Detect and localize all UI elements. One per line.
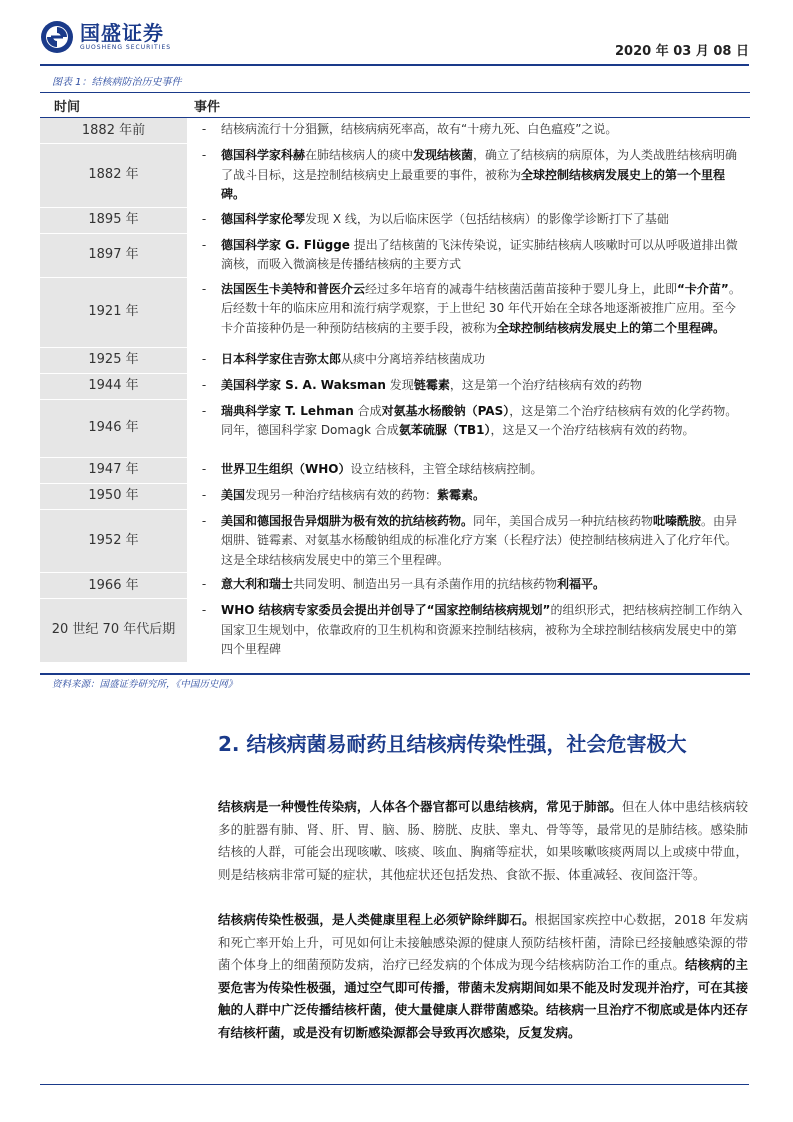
text-run: 发现另一种治疗结核病有效的药物： <box>245 487 438 502</box>
text-run: 发现 X 线，为以后临床医学（包括结核病）的影像学诊断打下了基础 <box>305 211 669 226</box>
text-run: ，这是又一个治疗结核病有效的药物。 <box>490 423 695 437</box>
bullet-dash: - <box>201 577 207 591</box>
text-run: 的组织形式，把结核病控制工作纳入国家卫生规划中，依靠政府的卫生机构和资源来控制结核病，被称为全球控制结核病发展史中的第四个里程碑 <box>221 603 743 656</box>
row-event <box>221 573 750 598</box>
text-run: 合成 <box>353 403 382 418</box>
emphasis-text: 氨苯硫脲（TB1） <box>398 423 491 437</box>
row-event <box>221 348 750 373</box>
page-header <box>0 0 793 70</box>
logo-icon <box>40 20 74 54</box>
body-paragraph-1 <box>218 796 748 886</box>
bullet-dash: - <box>201 377 207 392</box>
table-row <box>40 374 750 400</box>
section-heading: 2. 结核病菌易耐药且结核病传染性强，社会危害极大 <box>218 732 687 756</box>
table-row <box>40 573 750 599</box>
table-body <box>40 118 750 663</box>
row-time: 1966 年 <box>40 573 187 598</box>
row-event <box>221 278 750 347</box>
emphasis-text: 美国和德国报告异烟肼为极有效的抗结核药物。 <box>221 513 474 528</box>
table-bottom-rule <box>40 673 750 675</box>
row-time: 1946 年 <box>40 400 187 457</box>
text-run: 同年，美国合成另一种抗结核药物 <box>473 513 654 528</box>
emphasis-text: 德国科学家 G. Flügge <box>221 237 350 252</box>
company-logo <box>40 20 171 54</box>
emphasis-text: 结核病传染性极强，是人类健康里程上必须铲除绊脚石。 <box>218 912 535 927</box>
emphasis-text: 法国医生卡美特和普医介云 <box>221 281 366 296</box>
row-time: 1882 年前 <box>40 118 187 143</box>
emphasis-text: WHO 结核病专家委员会提出并创导了“国家控制结核病规划” <box>221 603 551 617</box>
table-row <box>40 144 750 208</box>
row-time: 1950 年 <box>40 484 187 509</box>
text-run: 共同发明、制造出另一具有杀菌作用的抗结核药物 <box>293 577 558 591</box>
emphasis-text: 发现结核菌 <box>413 148 474 162</box>
bullet-dash: - <box>201 148 207 162</box>
bullet-dash: - <box>201 211 207 226</box>
column-header-event: 事件 <box>194 99 221 115</box>
text-run: 根据国家疾控中心数据，2018 年发病和死亡率开始上升，可见如何让未接触感染源的健康人预防结核杆菌，清除已经接触感染源的带菌个体身上的细菌预防发病，治疗已经发病的个体成为现今结核病防治工作的重点。 <box>218 912 748 973</box>
text-run: 经过多年培育的减毒牛结核菌活菌苗接种于婴儿身上，此即 <box>365 281 678 296</box>
row-time: 1947 年 <box>40 458 187 483</box>
row-event <box>221 374 750 399</box>
text-run: 提出了结核菌的飞沫传染说，证实肺结核病人咳嗽时可以从呼吸道排出微滴核，而吸入微滴核是传播结核病的主要方式 <box>221 237 738 271</box>
row-event <box>221 510 750 573</box>
table-row <box>40 118 750 144</box>
emphasis-text: 全球控制结核病发展史上的第一个里程碑。 <box>221 167 726 201</box>
text-run: 在肺结核病人的痰中 <box>305 148 414 162</box>
row-event <box>221 599 750 662</box>
bullet-dash: - <box>201 237 207 252</box>
row-time: 1925 年 <box>40 348 187 373</box>
emphasis-text: 日本科学家住吉弥太郎 <box>221 351 342 366</box>
report-date: 2020 年 03 月 08 日 <box>615 44 749 59</box>
emphasis-text: 世界卫生组织（WHO） <box>221 461 351 476</box>
emphasis-text: 利福平。 <box>557 577 606 591</box>
emphasis-text: 美国 <box>221 487 246 502</box>
row-event <box>221 484 750 509</box>
table-row <box>40 234 750 278</box>
table-row <box>40 278 750 348</box>
emphasis-text: 美国科学家 S. A. Waksman <box>221 377 386 392</box>
table-row <box>40 510 750 574</box>
emphasis-text: 吡嗪酰胺 <box>653 513 702 528</box>
emphasis-text: 瑞典科学家 T. Lehman <box>221 403 354 418</box>
history-table <box>40 92 750 663</box>
text-run: 从痰中分离培养结核菌成功 <box>341 351 486 366</box>
figure-caption: 图表 1：结核病防治历史事件 <box>52 77 182 88</box>
emphasis-text: 结核病的主要危害为传染性极强，通过空气即可传播，带菌未发病期间如果不能及时发现并治疗，可在其接触的人群中广泛传播结核杆菌，使大量健康人群带菌感染。结核病一旦治疗不彻底或是体内还存有结核杆菌，或是没有切断感染源都会导致再次感染，反复发病。 <box>218 957 748 1040</box>
emphasis-text: 对氨基水杨酸钠（PAS） <box>381 403 510 418</box>
emphasis-text: 德国科学家科赫 <box>221 148 306 162</box>
figure-source: 资料来源：国盛证券研究所，《中国历史网》 <box>52 679 238 690</box>
table-row <box>40 484 750 510</box>
bullet-dash: - <box>201 603 207 617</box>
row-event <box>221 234 750 277</box>
logo-name-en: GUOSHENG SECURITIES <box>80 44 172 51</box>
row-time: 1944 年 <box>40 374 187 399</box>
row-time: 1952 年 <box>40 510 187 573</box>
body-paragraph-2 <box>218 909 748 1045</box>
emphasis-text: “卡介苗” <box>677 281 729 296</box>
emphasis-text: 链霉素 <box>413 377 450 392</box>
text-run: ，确立了结核病的病原体，为人类战胜结核病明确了战斗目标，这是控制结核病史上最重要的事件，被称为 <box>221 148 738 182</box>
header-divider <box>40 64 749 66</box>
footer-divider <box>40 1084 749 1085</box>
row-time: 1921 年 <box>40 278 187 347</box>
logo-name-cn: 国盛证券 <box>80 21 164 45</box>
column-header-time: 时间 <box>54 99 81 115</box>
emphasis-text: 结核病是一种慢性传染病，人体各个器官都可以患结核病，常见于肺部。 <box>218 799 622 814</box>
text-run: 。后经数十年的临床应用和流行病学观察，于上世纪 30 年代开始在全球各地逐渐被推广应用。至今卡介苗接种仍是一种预防结核病的主要手段，被称为 <box>221 281 741 335</box>
row-time: 1897 年 <box>40 234 187 277</box>
bullet-dash: - <box>201 403 207 418</box>
emphasis-text: 紫霉素。 <box>437 487 486 502</box>
bullet-dash: - <box>201 461 207 476</box>
table-row <box>40 400 750 458</box>
text-run: ，这是第一个治疗结核病有效的药物 <box>449 377 642 392</box>
bullet-dash: - <box>201 351 207 366</box>
emphasis-text: 全球控制结核病发展史上的第二个里程碑。 <box>497 320 726 335</box>
table-header <box>40 92 750 118</box>
text-run: 结核病流行十分猖獗，结核病病死率高，故有“十痨九死、白色瘟疫”之说。 <box>221 122 618 136</box>
row-event <box>221 400 750 457</box>
text-run: 但在人体中患结核病较多的脏器有肺、肾、肝、胃、脑、肠、膀胱、皮肤、睾丸、骨等等，最常见的是肺结核。感染肺结核的人群，可能会出现咳嗽、咳痰、咳血、胸痛等症状，如果咳嗽咳痰两周以上或痰中带血，则是结核病非常可疑的症状，其他症状还包括发热、食欲不振、体重减轻、夜间盗汗等。 <box>218 799 748 882</box>
table-row <box>40 208 750 234</box>
row-time: 1882 年 <box>40 144 187 207</box>
row-event <box>221 144 750 207</box>
row-time: 20 世纪 70 年代后期 <box>40 599 187 662</box>
text-run: 。由异烟肼、链霉素、对氨基水杨酸钠组成的标准化疗方案（长程疗法）使控制结核病进入了化疗年代。这是全球结核病发展史中的第三个里程碑。 <box>221 513 738 567</box>
text-run: ，这是第二个治疗结核病有效的化学药物。同年，德国科学家 Domagk 合成 <box>221 403 738 437</box>
bullet-dash: - <box>201 281 207 296</box>
bullet-dash: - <box>201 513 207 528</box>
text-run: 发现 <box>385 377 414 392</box>
table-row <box>40 599 750 663</box>
bullet-dash: - <box>201 122 207 136</box>
bullet-dash: - <box>201 487 207 502</box>
text-run: 设立结核科，主管全球结核病控制。 <box>350 461 543 476</box>
emphasis-text: 意大利和瑞士 <box>221 577 294 591</box>
row-event <box>221 118 750 143</box>
row-event <box>221 458 750 483</box>
table-row <box>40 458 750 484</box>
table-row <box>40 348 750 374</box>
row-event <box>221 208 750 233</box>
row-time: 1895 年 <box>40 208 187 233</box>
emphasis-text: 德国科学家伦琴 <box>221 211 306 226</box>
